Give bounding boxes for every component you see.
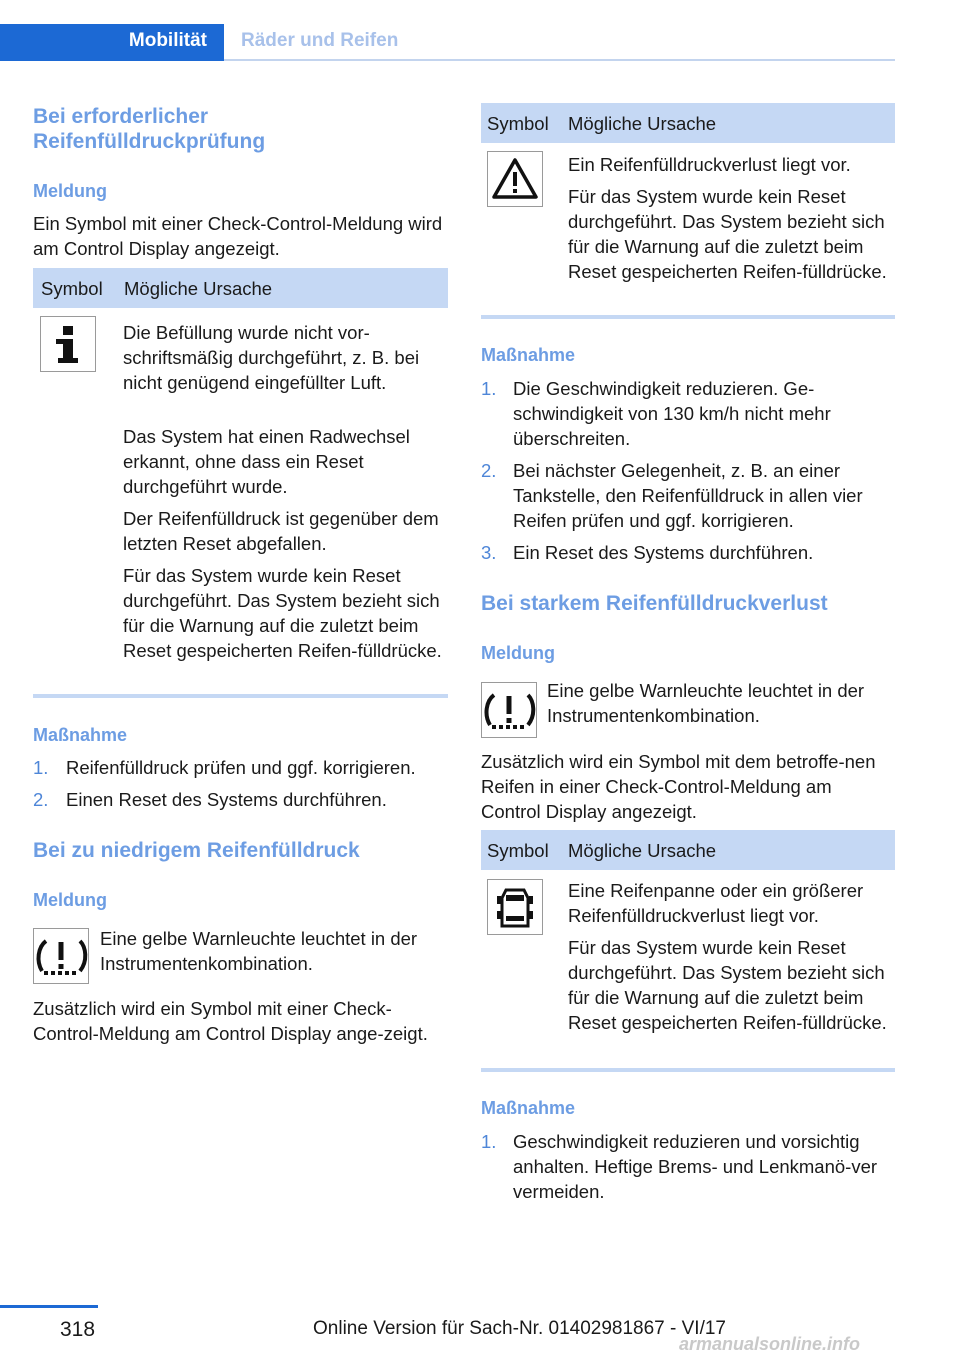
massnahme-label: Maßnahme <box>481 1098 576 1118</box>
step-number: 3. <box>481 542 497 563</box>
warning-triangle-icon <box>487 151 543 207</box>
step-number: 1. <box>481 1131 497 1152</box>
table-bottom-rule <box>481 315 895 319</box>
step-number: 1. <box>33 757 49 778</box>
step-text: Reifenfülldruck prüfen und ggf. korrigieren. <box>66 757 416 778</box>
meldung-label: Meldung <box>33 181 107 201</box>
cause-text: Eine Reifenpanne oder ein größerer Reifenfülldruckverlust liegt vor. <box>568 880 864 926</box>
col-cause: Mögliche Ursache <box>124 278 273 299</box>
cause-text: Ein Reifenfülldruckverlust liegt vor. <box>568 154 851 175</box>
table-header <box>481 103 895 143</box>
tire-pressure-warning-icon <box>481 682 537 738</box>
page-number: 318 <box>60 1318 96 1341</box>
col-cause: Mögliche Ursache <box>568 840 717 861</box>
table-header <box>481 830 895 870</box>
step-text: Ein Reset des Systems durchführen. <box>513 542 814 563</box>
massnahme-label: Maßnahme <box>33 725 128 745</box>
meldung-label: Meldung <box>33 890 107 910</box>
massnahme-label: Maßnahme <box>481 345 576 365</box>
col-symbol: Symbol <box>487 840 549 861</box>
footer-rule <box>0 1305 98 1308</box>
step-text: Geschwindigkeit reduzieren und vorsichtig anhalten. Heftige Brems- und Lenkmanö-ver vermeiden. <box>513 1131 878 1202</box>
chapter-tab: Mobilität <box>0 24 224 61</box>
step-text: Die Geschwindigkeit reduzieren. Ge-schwindigkeit von 130 km/h nicht mehr überschreiten. <box>513 378 831 449</box>
col-cause: Mögliche Ursache <box>568 113 717 134</box>
table-bottom-rule <box>33 694 448 698</box>
tire-pressure-warning-icon <box>33 928 89 984</box>
step-text: Bei nächster Gelegenheit, z. B. an einer Tankstelle, den Reifenfülldruck in allen vier Reifen prüfen und ggf. korrigieren. <box>513 460 863 531</box>
table-bottom-rule <box>481 1068 895 1072</box>
online-version: Online Version für Sach-Nr. 01402981867 - VI/17 <box>313 1318 726 1339</box>
heading-reifenfuelldruckpruefung: Bei erforderlicher Reifenfülldruckprüfung <box>33 105 266 153</box>
section-tab: Räder und Reifen <box>241 30 399 51</box>
meldung-label: Meldung <box>481 643 555 663</box>
heading-niedriger-reifenfuelldruck: Bei zu niedrigem Reifenfülldruck <box>33 839 360 862</box>
heading-starker-reifenfuelldruckverlust: Bei starkem Reifenfülldruckverlust <box>481 592 828 615</box>
meldung-text: Eine gelbe Warnleuchte leuchtet in der Instrumentenkombination. <box>547 680 865 726</box>
watermark: armanualsonline.info <box>679 1334 861 1354</box>
cause-text: Das System hat einen Radwechsel erkannt, ohne dass ein Reset durchgeführt wurde. <box>123 426 410 497</box>
cause-text: Für das System wurde kein Reset durchgeführt. Das System bezieht sich für die Warnung auf die zuletzt beim Reset gespeicherten Reifen-fülldrücke. <box>568 186 887 282</box>
cause-text: Für das System wurde kein Reset durchgeführt. Das System bezieht sich für die Warnung auf die zuletzt beim Reset gespeicherten Reifen-fülldrücke. <box>568 937 887 1033</box>
zusatz-text: Zusätzlich wird ein Symbol mit einer Check-Control-Meldung am Control Display ange-zeigt. <box>33 998 428 1044</box>
header-rule <box>224 59 895 61</box>
col-symbol: Symbol <box>41 278 103 299</box>
step-text: Einen Reset des Systems durchführen. <box>66 789 387 810</box>
cause-text: Für das System wurde kein Reset durchgeführt. Das System bezieht sich für die Warnung auf die zuletzt beim Reset gespeicherten Reifen-fülldrücke. <box>123 565 442 661</box>
page-header <box>0 24 895 61</box>
cause-text: Die Befüllung wurde nicht vor-schriftsmäßig durchgeführt, z. B. bei nicht genügend eingefüllter Luft. <box>123 322 420 393</box>
zusatz-text: Zusätzlich wird ein Symbol mit dem betroffe-nen Reifen in einer Check-Control-Meldung am Control Display angezeigt. <box>481 751 876 822</box>
info-icon <box>40 316 96 372</box>
cause-text: Der Reifenfülldruck ist gegenüber dem letzten Reset abgefallen. <box>123 508 439 554</box>
step-number: 2. <box>481 460 497 481</box>
col-symbol: Symbol <box>487 113 549 134</box>
meldung-text: Ein Symbol mit einer Check-Control-Meldung wird am Control Display angezeigt. <box>33 213 443 259</box>
table-header <box>33 268 448 308</box>
meldung-text: Eine gelbe Warnleuchte leuchtet in der Instrumentenkombination. <box>100 928 418 974</box>
car-tire-icon <box>487 879 543 935</box>
step-number: 1. <box>481 378 497 399</box>
step-number: 2. <box>33 789 49 810</box>
